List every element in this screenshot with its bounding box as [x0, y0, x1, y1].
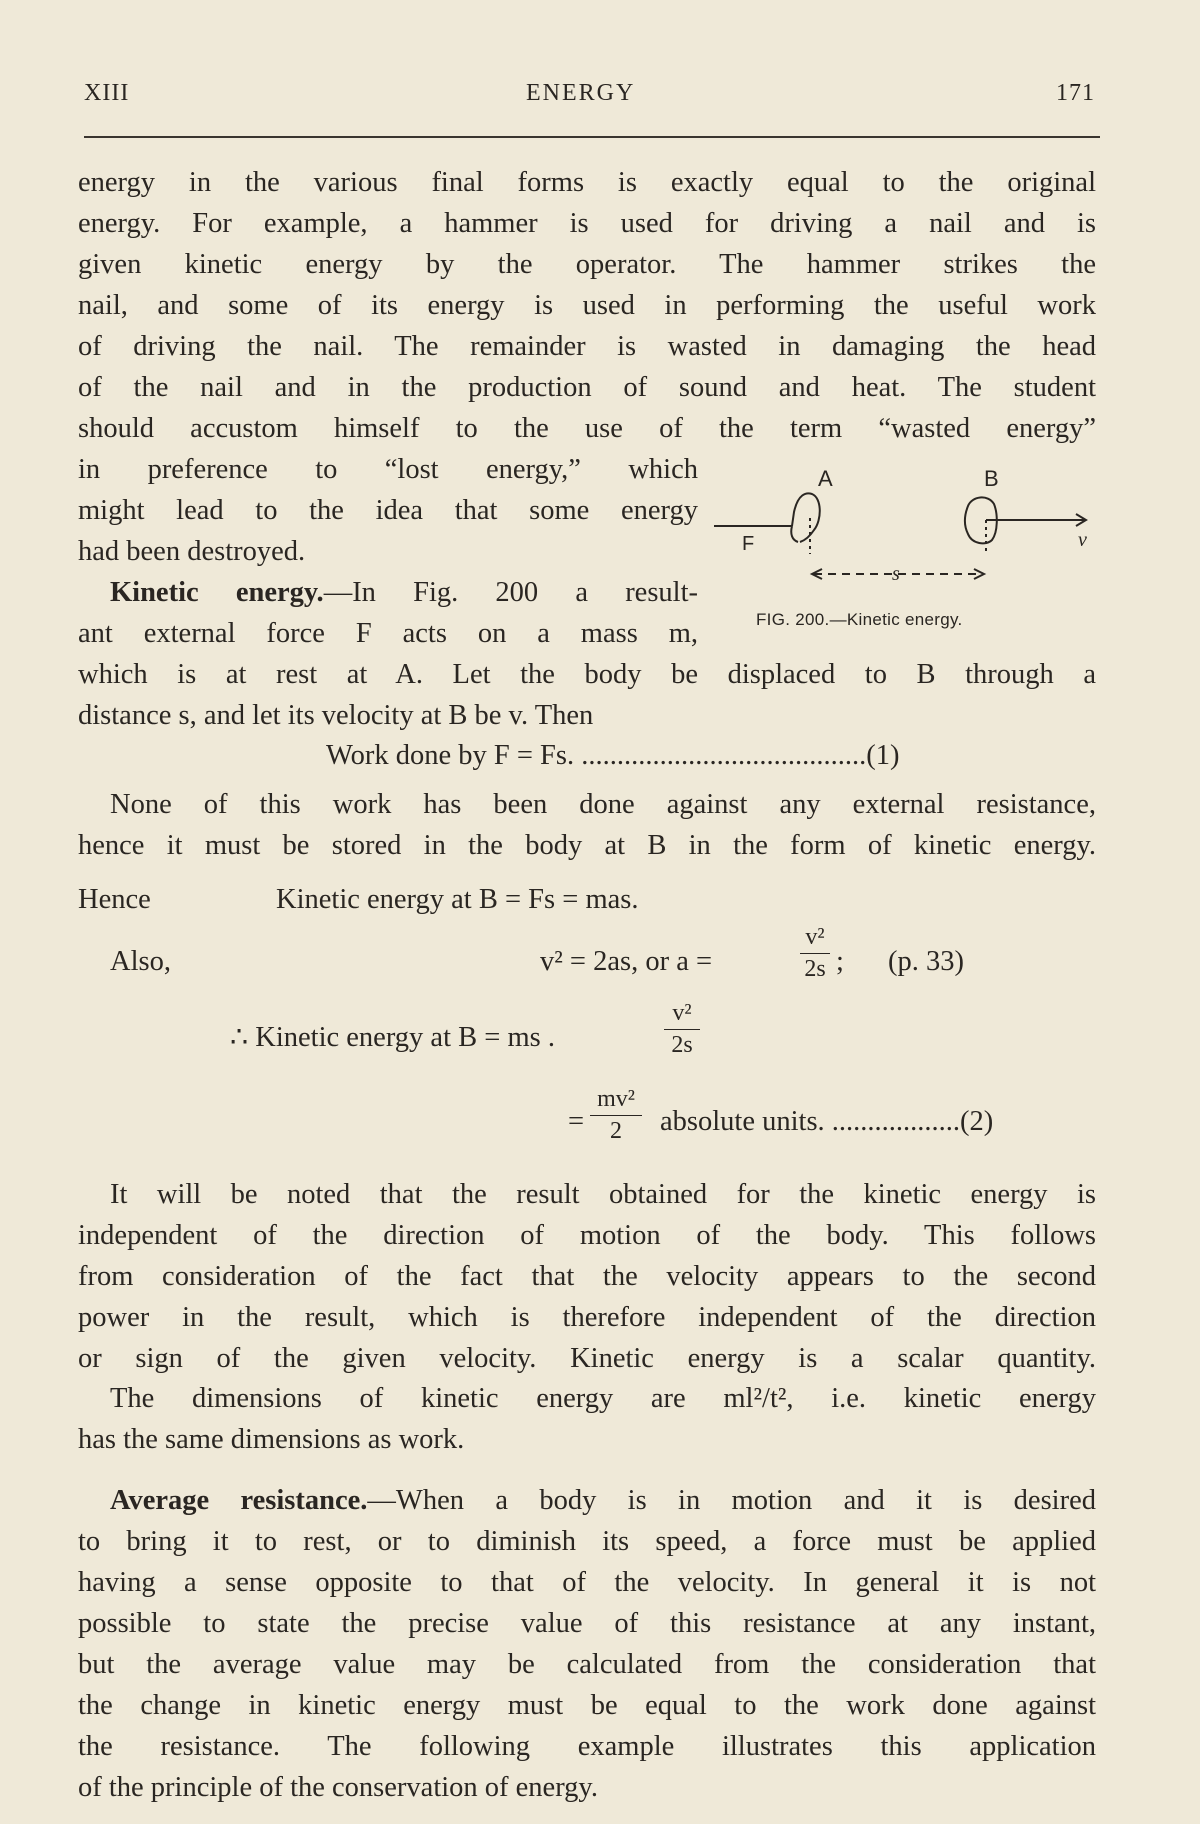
page-number: 171 [1056, 80, 1095, 106]
fraction-mv2-2: mv² 2 [590, 1086, 642, 1145]
equation-kinetic-energy: Kinetic energy at B = Fs = mas. [276, 884, 639, 915]
paragraph-2: in preference to “lost energy,” which might lead to the idea that some energy had been destroyed. Kinetic energy.—In Fig. 200 a result- ant external force F acts on a mass m, [78, 454, 699, 649]
fraction-v2-2s-b: v² 2s [664, 1000, 700, 1059]
paragraph-5: It will be noted that the result obtained for the kinetic energy is independent of the direction of motion of the body. This follows from consideration of the fact that the velocity appears to the second power in the result, which is therefore independent of the direction or sign of the given velocity. Kinetic energy is a scalar quantity. [78, 1179, 1096, 1374]
average-resistance-line: Average resistance.—When a body is in motion and it is desired [110, 1485, 1096, 1516]
kinetic-energy-line: Kinetic energy.—In Fig. 200 a result- [110, 577, 699, 608]
paragraph-3: which is at rest at A. Let the body be displaced to B through a distance s, and let its velocity at B be v. Then [78, 659, 1096, 731]
paragraph-7: Average resistance.—When a body is in motion and it is desired to bring it to rest, or to diminish its speed, a force must be applied having a sense opposite to that of the velocity. In general it is not possible to state the precise value of this resistance at any instant, but the average value may be calculated from the consideration that the change in kinetic energy must be equal to the work done against the resistance. The following example illustrates this application of the principle of the conservation of energy. [78, 1480, 1096, 1808]
fig-label-f: F [742, 533, 755, 555]
equation-therefore: ∴ Kinetic energy at B = ms . [230, 1022, 555, 1053]
equals-sign: = [568, 1106, 585, 1137]
equation-separator: ; [836, 946, 844, 977]
figure-caption: FIG. 200.—Kinetic energy. [756, 610, 963, 629]
paragraph-1: energy in the various final forms is exactly equal to the original energy. For example, a hammer is used for driving a nail and is given kinetic energy by the operator. The hammer strikes the nail, and some of its energy is used in performing the useful work of driving the nail. The remainder is wasted in damaging the head of the nail and in the production of sound and heat. The student should accustom himself to the use of the term “wasted energy” [78, 167, 1096, 444]
section-number: XIII [84, 80, 130, 106]
fig-label-a: A [818, 466, 833, 491]
also-label: Also, [110, 946, 171, 977]
paragraph-4: None of this work has been done against any external resistance, hence it must be stored in the body at B in the form of kinetic energy. [78, 789, 1096, 861]
equation-2: absolute units. ..................(2) [660, 1106, 994, 1137]
average-resistance-heading: Average resistance. [110, 1485, 368, 1516]
equation-1: Work done by F = Fs. ........................................(1) [326, 740, 900, 771]
hence-label: Hence [78, 884, 151, 915]
fraction-v2-2s: v² 2s [800, 924, 830, 983]
fig-label-b: B [984, 466, 999, 491]
fig-label-s: s [892, 563, 900, 585]
page-reference: (p. 33) [888, 946, 964, 977]
header-rule [84, 136, 1100, 138]
fig-label-v: v [1078, 529, 1087, 551]
paragraph-6: The dimensions of kinetic energy are ml²/t², i.e. kinetic energy has the same dimensions as work. [78, 1383, 1096, 1455]
running-title: ENERGY [526, 80, 636, 106]
equation-velocity: v² = 2as, or a = [540, 946, 713, 977]
kinetic-energy-heading: Kinetic energy. [110, 577, 324, 608]
